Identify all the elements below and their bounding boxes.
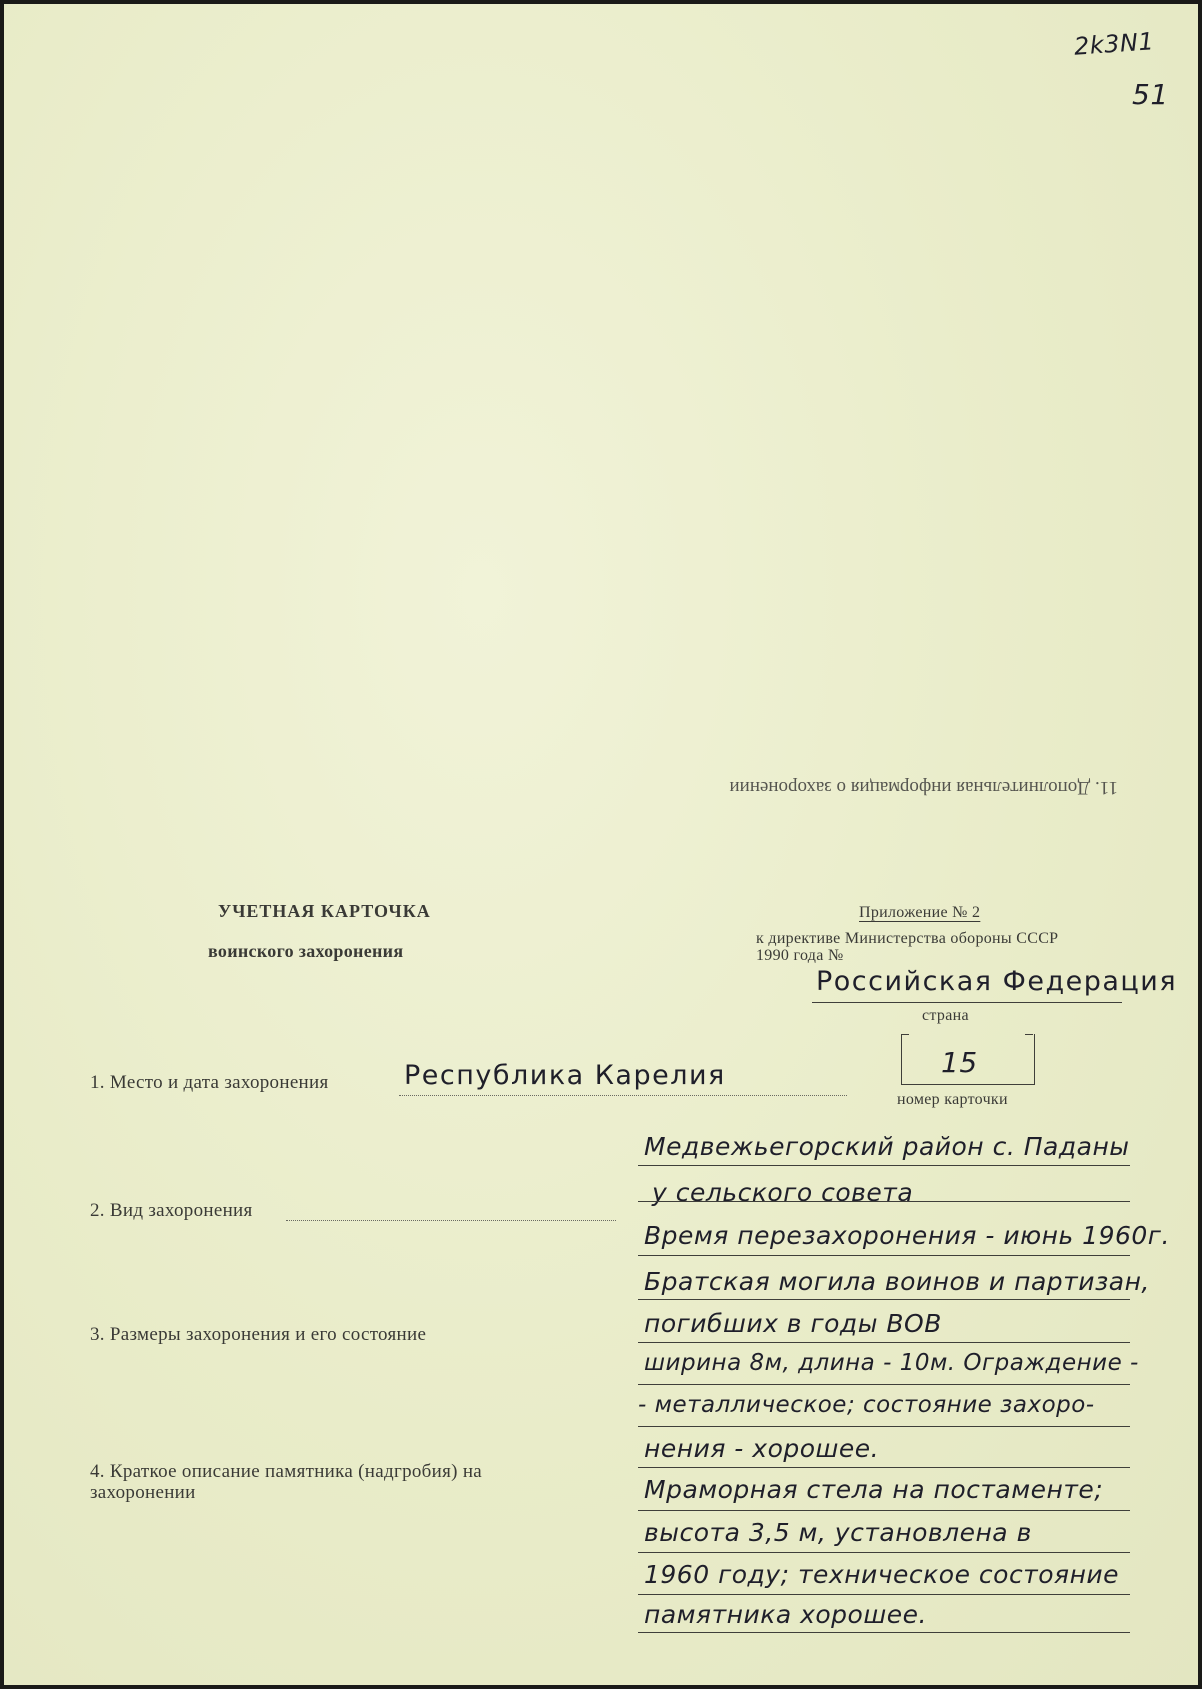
monument-description-label xyxy=(90,1461,482,1503)
handwritten-line-3: Время перезахоронения - июнь 1960г. xyxy=(644,1221,1170,1250)
ruled-line-10 xyxy=(638,1552,1130,1553)
burial-type-dotted-leader xyxy=(286,1220,616,1221)
ruled-line-1 xyxy=(638,1165,1130,1166)
handwritten-line-9: Мраморная стела на постаменте; xyxy=(644,1475,1104,1504)
handwritten-line-2: у сельского совета xyxy=(652,1178,914,1207)
place-underline xyxy=(399,1095,847,1096)
handwritten-line-11: 1960 году; техническое состояние xyxy=(644,1560,1120,1589)
ruled-line-8 xyxy=(638,1467,1130,1468)
country-underline xyxy=(812,1002,1122,1003)
card-title: УЧЕТНАЯ КАРТОЧКА xyxy=(218,901,431,921)
size-condition-label: 3. Размеры захоронения и его состояние xyxy=(90,1324,427,1345)
handwritten-line-8: нения - хорошее. xyxy=(644,1434,880,1463)
ruled-line-11 xyxy=(638,1594,1130,1595)
handwritten-line-7: - металлическое; состояние захоро- xyxy=(638,1392,1095,1418)
reverse-side-bleed-text: 11. Дополнительная информация о захоронении xyxy=(729,777,1118,798)
ruled-line-4 xyxy=(638,1299,1130,1300)
card-number-box-corner-right xyxy=(1025,1034,1033,1035)
place-value: Республика Карелия xyxy=(404,1060,726,1091)
ruled-line-9 xyxy=(638,1510,1130,1511)
monument-label-line-1: 4. Краткое описание памятника (надгробия) на xyxy=(90,1461,483,1482)
card-subtitle: воинского захоронения xyxy=(208,941,404,961)
ruled-line-7 xyxy=(638,1426,1130,1427)
country-value: Российская Федерация xyxy=(816,966,1178,997)
monument-label-line-2: захоронении xyxy=(90,1482,196,1503)
card-number-caption: номер карточки xyxy=(897,1091,1008,1108)
directive-line-1: к директиве Министерства обороны СССР xyxy=(756,930,1059,947)
handwritten-line-4: Братская могила воинов и партизан, xyxy=(644,1267,1150,1296)
handwritten-line-6: ширина 8м, длина - 10м. Ограждение - xyxy=(644,1350,1139,1376)
card-number-value: 15 xyxy=(941,1046,978,1079)
card-number-box-corner-left xyxy=(901,1034,909,1035)
ruled-line-6 xyxy=(638,1384,1130,1385)
ruled-line-12 xyxy=(638,1632,1130,1633)
archive-code-mark: 2k3N1 xyxy=(1073,27,1156,61)
sheet-number-mark: 51 xyxy=(1132,78,1169,111)
handwritten-line-5: погибших в годы ВОВ xyxy=(644,1309,942,1338)
directive-reference xyxy=(756,930,1058,964)
appendix-label: Приложение № 2 xyxy=(859,904,981,921)
directive-line-2: 1990 года № xyxy=(756,947,844,964)
country-caption: страна xyxy=(922,1007,969,1024)
burial-type-label: 2. Вид захоронения xyxy=(90,1200,253,1221)
ruled-line-2 xyxy=(638,1201,1130,1202)
handwritten-line-1: Медвежьегорский район с. Паданы xyxy=(644,1132,1130,1161)
ruled-line-5 xyxy=(638,1342,1130,1343)
handwritten-line-10: высота 3,5 м, установлена в xyxy=(644,1518,1032,1547)
archival-record-card xyxy=(4,4,1198,1685)
ruled-line-3 xyxy=(638,1255,1130,1256)
handwritten-line-12: памятника хорошее. xyxy=(644,1600,927,1629)
place-label: 1. Место и дата захоронения xyxy=(90,1072,329,1093)
